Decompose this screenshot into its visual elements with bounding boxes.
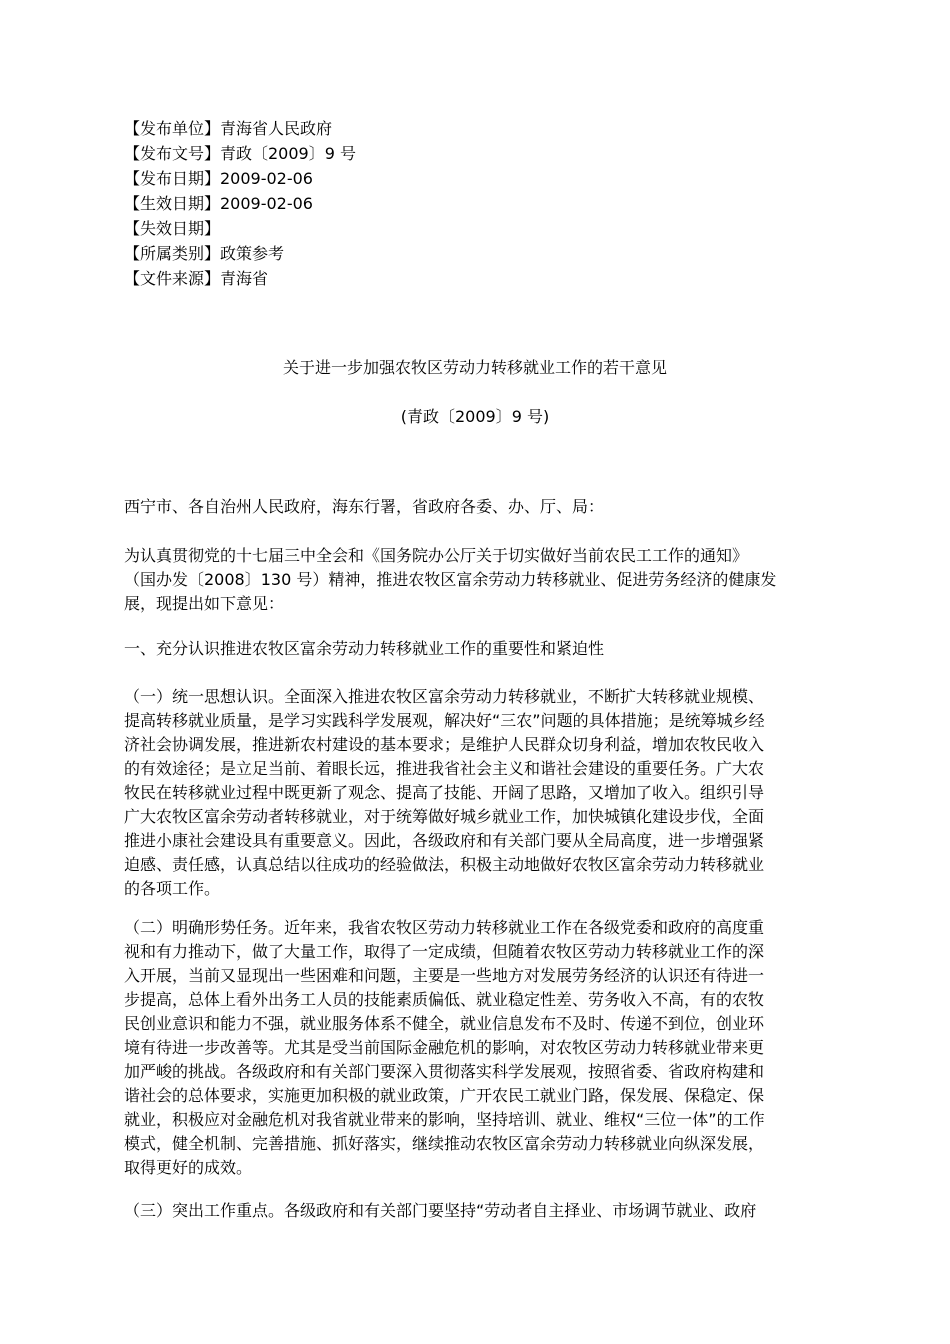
para1-line: 广大农牧区富余劳动者转移就业，对于统筹做好城乡就业工作，加快城镇化建设步伐，全面 xyxy=(124,807,765,826)
para3-line: （三）突出工作重点。各级政府和有关部门要坚持“劳动者自主择业、市场调节就业、政府 xyxy=(124,1201,757,1220)
para2-line: 步提高，总体上看外出务工人员的技能素质偏低、就业稳定性差、劳务收入不高，有的农牧 xyxy=(124,990,765,1009)
document-number: (青政〔2009〕9 号) xyxy=(400,407,550,426)
paragraph-3 xyxy=(124,1199,836,1223)
metadata-block xyxy=(124,116,356,291)
intro-paragraph xyxy=(124,544,836,616)
paragraph-1 xyxy=(124,685,836,901)
para1-line: 迫感、责任感，认真总结以往成功的经验做法，积极主动地做好农牧区富余劳动力转移就业 xyxy=(124,855,765,874)
para2-line: 入开展，当前又显现出一些困难和问题，主要是一些地方对发展劳务经济的认识还有待进一 xyxy=(124,966,765,985)
section-heading xyxy=(124,637,836,661)
meta-publisher: 【发布单位】青海省人民政府 xyxy=(124,119,333,138)
para1-line: 推进小康社会建设具有重要意义。因此，各级政府和有关部门要从全局高度，进一步增强紧 xyxy=(124,831,765,850)
para2-line: 视和有力推动下，做了大量工作，取得了一定成绩，但随着农牧区劳动力转移就业工作的深 xyxy=(124,942,765,961)
salutation-line: 西宁市、各自治州人民政府，海东行署，省政府各委、办、厅、局： xyxy=(124,497,605,516)
meta-category: 【所属类别】政策参考 xyxy=(124,244,285,263)
salutation xyxy=(124,495,836,519)
meta-source: 【文件来源】青海省 xyxy=(124,269,269,288)
para2-line: 取得更好的成效。 xyxy=(124,1158,253,1177)
para2-line: 境有待进一步改善等。尤其是受当前国际金融危机的影响，对农牧区劳动力转移就业带来更 xyxy=(124,1038,765,1057)
intro-line: （国办发〔2008〕130 号）精神，推进农牧区富余劳动力转移就业、促进劳务经济的健康发 xyxy=(124,570,777,589)
intro-line: 展，现提出如下意见： xyxy=(124,594,285,613)
para2-line: （二）明确形势任务。近年来，我省农牧区劳动力转移就业工作在各级党委和政府的高度重 xyxy=(124,918,765,937)
meta-expiry-date: 【失效日期】 xyxy=(124,219,221,238)
meta-effective-date: 【生效日期】2009-02-06 xyxy=(124,194,313,213)
para1-line: 提高转移就业质量，是学习实践科学发展观，解决好“三农”问题的具体措施；是统筹城乡经 xyxy=(124,711,765,730)
para1-line: （一）统一思想认识。全面深入推进农牧区富余劳动力转移就业，不断扩大转移就业规模、 xyxy=(124,687,765,706)
para2-line: 民创业意识和能力不强，就业服务体系不健全，就业信息发布不及时、传递不到位，创业环 xyxy=(124,1014,765,1033)
meta-publish-date: 【发布日期】2009-02-06 xyxy=(124,169,313,188)
para1-line: 的各项工作。 xyxy=(124,879,221,898)
para2-line: 加严峻的挑战。各级政府和有关部门要深入贯彻落实科学发展观，按照省委、省政府构建和 xyxy=(124,1062,765,1081)
para1-line: 的有效途径；是立足当前、着眼长远，推进我省社会主义和谐社会建设的重要任务。广大农 xyxy=(124,759,765,778)
section1-heading: 一、充分认识推进农牧区富余劳动力转移就业工作的重要性和紧迫性 xyxy=(124,639,605,658)
meta-doc-number: 【发布文号】青政〔2009〕9 号 xyxy=(124,144,356,163)
intro-line: 为认真贯彻党的十七届三中全会和《国务院办公厅关于切实做好当前农民工工作的通知》 xyxy=(124,546,749,565)
para1-line: 济社会协调发展，推进新农村建设的基本要求；是维护人民群众切身利益，增加农牧民收入 xyxy=(124,735,765,754)
para2-line: 就业，积极应对金融危机对我省就业带来的影响，坚持培训、就业、维权“三位一体”的工作 xyxy=(124,1110,765,1129)
para2-line: 模式，健全机制、完善措施、抓好落实，继续推动农牧区富余劳动力转移就业向纵深发展， xyxy=(124,1134,765,1153)
document-title: 关于进一步加强农牧区劳动力转移就业工作的若干意见 xyxy=(282,358,667,377)
para1-line: 牧民在转移就业过程中既更新了观念、提高了技能、开阔了思路，又增加了收入。组织引导 xyxy=(124,783,765,802)
paragraph-2 xyxy=(124,916,836,1180)
para2-line: 谐社会的总体要求，实施更加积极的就业政策，广开农民工就业门路，保发展、保稳定、保 xyxy=(124,1086,765,1105)
